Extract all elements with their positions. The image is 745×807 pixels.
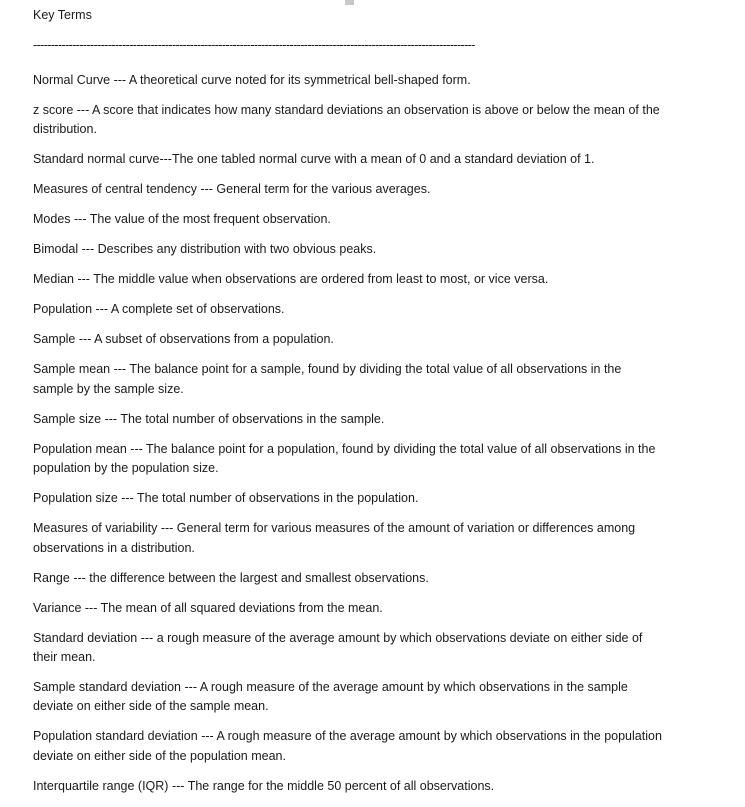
- term-definition: The total number of observations in the population.: [137, 491, 419, 506]
- term-definition: The range for the middle 50 percent of all observations.: [187, 778, 495, 793]
- term-definition: The total number of observations in the sample.: [120, 411, 385, 426]
- term-label: Median: [33, 272, 74, 287]
- term-separator: ---: [159, 152, 172, 167]
- term-definition: The mean of all squared deviations from the mean.: [100, 600, 383, 615]
- term-definition: a rough measure of the average amount by which observations deviate on either side of their mean.: [33, 630, 643, 665]
- term-definition: The middle value when observations are ordered from least to most, or vice versa.: [93, 272, 549, 287]
- term-entry: [33, 300, 663, 319]
- term-entry: [33, 270, 663, 289]
- term-separator: ---: [74, 272, 94, 287]
- term-definition: Describes any distribution with two obvious peaks.: [97, 242, 377, 257]
- term-label: z score: [33, 103, 74, 117]
- term-separator: ---: [78, 242, 98, 257]
- term-entry: [33, 777, 663, 796]
- term-separator: ---: [70, 212, 90, 227]
- term-separator: ---: [196, 182, 217, 197]
- term-definition: A score that indicates how many standard deviations an observation is above or below the mean of the distribution.: [33, 103, 660, 137]
- term-separator: ---: [168, 778, 188, 793]
- term-entry: [33, 240, 663, 259]
- term-label: Sample size: [33, 411, 102, 426]
- term-label: Modes: [33, 212, 71, 227]
- document-heading: Key Terms: [33, 8, 92, 22]
- term-separator: ---: [126, 441, 147, 456]
- term-entry: [33, 360, 663, 399]
- term-label: Population standard deviation: [33, 729, 198, 744]
- term-label: Normal Curve: [33, 73, 111, 87]
- term-entry: [33, 727, 663, 766]
- term-definition: A rough measure of the average amount by which observations in the population deviate on either side of the population mean.: [33, 729, 662, 763]
- term-definition: The one tabled normal curve with a mean of 0 and a standard deviation of 1.: [171, 152, 595, 167]
- term-definition: The balance point for a sample, found by dividing the total value of all observations in the sample by the sample size.: [33, 362, 622, 396]
- term-entry: [33, 210, 663, 229]
- term-entry: [33, 599, 663, 618]
- term-separator: ---: [92, 302, 111, 317]
- term-entry: [33, 330, 663, 349]
- term-label: Population size: [33, 491, 118, 506]
- term-label: Variance: [33, 600, 82, 615]
- term-entry: [33, 180, 663, 199]
- term-separator: ---: [117, 491, 137, 506]
- term-label: Measures of variability: [33, 521, 158, 536]
- term-separator: ---: [73, 103, 93, 117]
- term-separator: ---: [75, 332, 95, 347]
- document-body: [33, 6, 663, 807]
- term-definition: The value of the most frequent observation.: [89, 212, 331, 227]
- term-separator: ---: [101, 411, 121, 426]
- scroll-position-marker: [345, 0, 354, 5]
- term-entry: [33, 150, 663, 169]
- term-label: Bimodal: [33, 242, 79, 257]
- dashed-divider: ----------------------------------------------------------------------------------------------------------------------------: [33, 38, 475, 52]
- term-entry: [33, 71, 663, 90]
- term-entry: [33, 410, 663, 429]
- term-entry: [33, 678, 663, 717]
- term-entry: [33, 440, 663, 479]
- term-definition: A rough measure of the average amount by which observations in the sample deviate on either side of the sample mean.: [33, 680, 628, 714]
- term-label: Population mean: [33, 441, 127, 456]
- term-label: Standard deviation: [33, 630, 138, 645]
- term-entry: [33, 101, 663, 140]
- term-separator: ---: [110, 362, 130, 377]
- term-entry: [33, 489, 663, 508]
- term-entry: [33, 519, 663, 558]
- term-label: Sample standard deviation: [33, 680, 182, 695]
- term-definition: the difference between the largest and smallest observations.: [89, 570, 429, 585]
- term-definition: The balance point for a population, found by dividing the total value of all observations in the population by the population size.: [33, 441, 656, 476]
- term-label: Sample mean: [33, 362, 111, 377]
- term-label: Sample: [33, 332, 76, 347]
- term-label: Interquartile range (IQR): [33, 778, 169, 793]
- term-definition: A theoretical curve noted for its symmetrical bell-shaped form.: [128, 73, 471, 87]
- term-separator: ---: [69, 570, 90, 585]
- term-separator: ---: [81, 600, 101, 615]
- term-definition: A subset of observations from a population.: [94, 332, 334, 347]
- term-definition: General term for the various averages.: [216, 182, 431, 197]
- term-separator: ---: [157, 521, 177, 536]
- term-label: Population: [33, 302, 93, 317]
- term-label: Range: [33, 570, 70, 585]
- term-definition: A complete set of observations.: [110, 302, 285, 317]
- key-terms-list: [33, 71, 663, 796]
- term-separator: ---: [110, 73, 129, 87]
- term-separator: ---: [137, 630, 157, 645]
- term-label: Measures of central tendency: [33, 182, 197, 197]
- term-separator: ---: [181, 680, 200, 695]
- term-entry: [33, 629, 663, 668]
- term-definition: General term for various measures of the amount of variation or differences among observations in a distribution.: [33, 521, 636, 555]
- term-separator: ---: [197, 729, 217, 744]
- term-label: Standard normal curve: [33, 152, 160, 167]
- term-entry: [33, 569, 663, 588]
